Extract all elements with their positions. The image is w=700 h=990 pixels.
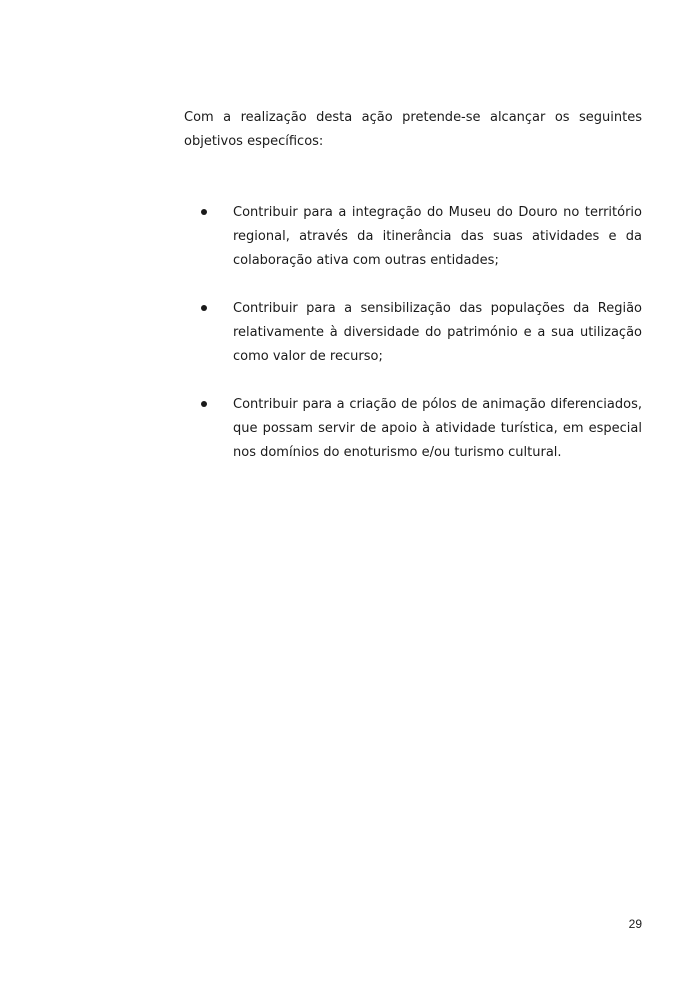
objective-text: Contribuir para a integração do Museu do Douro no território regional, através da itinerância das suas atividades e da colaboração ativa com outras entidades;: [233, 205, 642, 268]
list-item: [184, 393, 642, 465]
list-item: [184, 297, 642, 369]
objective-text: Contribuir para a criação de pólos de animação diferenciados, que possam servir de apoio à atividade turística, em especial nos domínios do enoturismo e/ou turismo cultural.: [233, 397, 642, 460]
page-number: 29: [628, 917, 642, 931]
bullet-icon: [201, 305, 207, 311]
objectives-list: [184, 201, 642, 489]
objective-text: Contribuir para a sensibilização das populações da Região relativamente à diversidade do património e a sua utilização como valor de recurso;: [233, 301, 642, 364]
bullet-icon: [201, 401, 207, 407]
intro-paragraph: Com a realização desta ação pretende-se alcançar os seguintes objetivos específicos:: [184, 110, 642, 149]
bullet-icon: [201, 209, 207, 215]
list-item: [184, 201, 642, 273]
